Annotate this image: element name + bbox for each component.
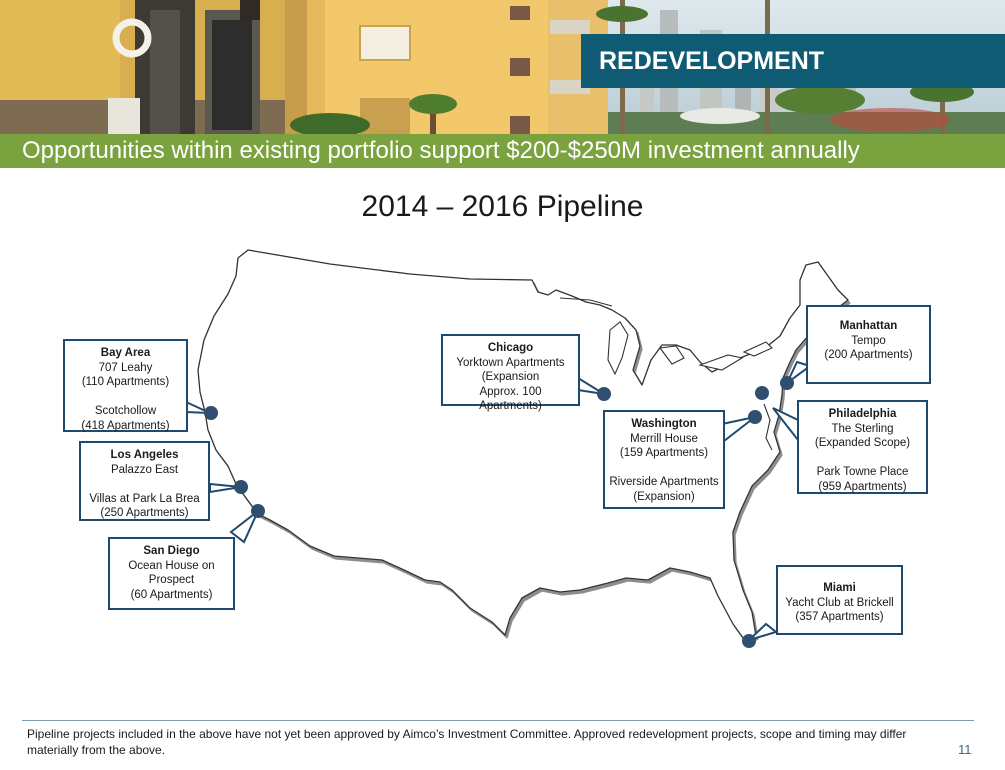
callout-line: (110 Apartments) [81,376,170,388]
page-number: 11 [958,742,972,757]
subtitle-bar: Opportunities within existing portfolio support $200-$250M investment annually [0,134,1005,168]
callout-washington [603,410,725,509]
callout-line: Tempo [851,334,886,347]
philadelphia-marker [755,386,769,400]
callout-city: Chicago [487,342,534,354]
footer-divider [22,720,974,721]
callout-city: Philadelphia [828,408,897,420]
callout-line: Approx. 100 Apartments) [479,385,542,412]
callout-line: 707 Leahy [98,361,153,374]
callout-city: Bay Area [100,347,151,359]
callout-philadelphia [797,400,928,494]
callout-line: (959 Apartments) [818,480,907,493]
callout-city: Miami [823,582,856,594]
san-diego-marker [251,504,265,518]
callout-city: Los Angeles [110,449,179,461]
us-outline [198,250,848,642]
footnote: Pipeline projects included in the above have not yet been approved by Aimco’s Investment Committee. Approved redevelopment projects, scope and timing may differ materially from the above. [27,727,907,757]
miami-marker [742,634,756,648]
callout-line: Palazzo East [110,463,179,476]
callout-line: Yacht Club at Brickell [785,596,894,609]
bay-area-marker [204,406,218,420]
washington-marker [748,410,762,424]
callout-chicago [441,334,580,412]
callout-line: Scotchollow [94,405,157,417]
callout-line [69,390,182,405]
callout-los-angeles [79,441,210,521]
callout-city: San Diego [143,545,200,557]
callout-line: Yorktown Apartments [456,356,565,369]
callout-line: (200 Apartments) [824,349,913,361]
callout-line: (418 Apartments) [81,419,170,432]
section-label: REDEVELOPMENT [599,47,825,75]
callout-line: Ocean House on [128,559,215,572]
callout-line: Prospect [148,574,195,586]
callout-line: (60 Apartments) [130,588,213,601]
callout-line: (Expansion) [633,490,695,503]
callout-manhattan [806,305,931,384]
manhattan-marker [780,376,794,390]
callout-line [85,477,204,492]
callout-line: (Expanded Scope) [814,437,911,449]
callout-san-diego [108,537,235,610]
callout-miami [776,565,903,635]
callout-line: Villas at Park La Brea [89,492,200,505]
callout-line: The Sterling [831,422,894,435]
callout-line: (Expansion [481,371,540,383]
callout-line: (357 Apartments) [795,611,884,623]
callout-line: Park Towne Place [816,466,909,478]
callout-line: (250 Apartments) [100,507,189,519]
callout-line: Riverside Apartments [609,476,719,488]
map-title: 2014 – 2016 Pipeline [361,190,644,223]
callout-city: Washington [631,418,697,430]
callout-city: Manhattan [839,320,898,332]
callout-line [609,461,719,476]
callout-bay-area [63,339,188,432]
callout-line: (159 Apartments) [619,447,709,459]
callout-line: Merrill House [630,432,698,445]
chicago-marker [597,387,611,401]
callout-line [803,451,922,466]
los-angeles-marker [234,480,248,494]
